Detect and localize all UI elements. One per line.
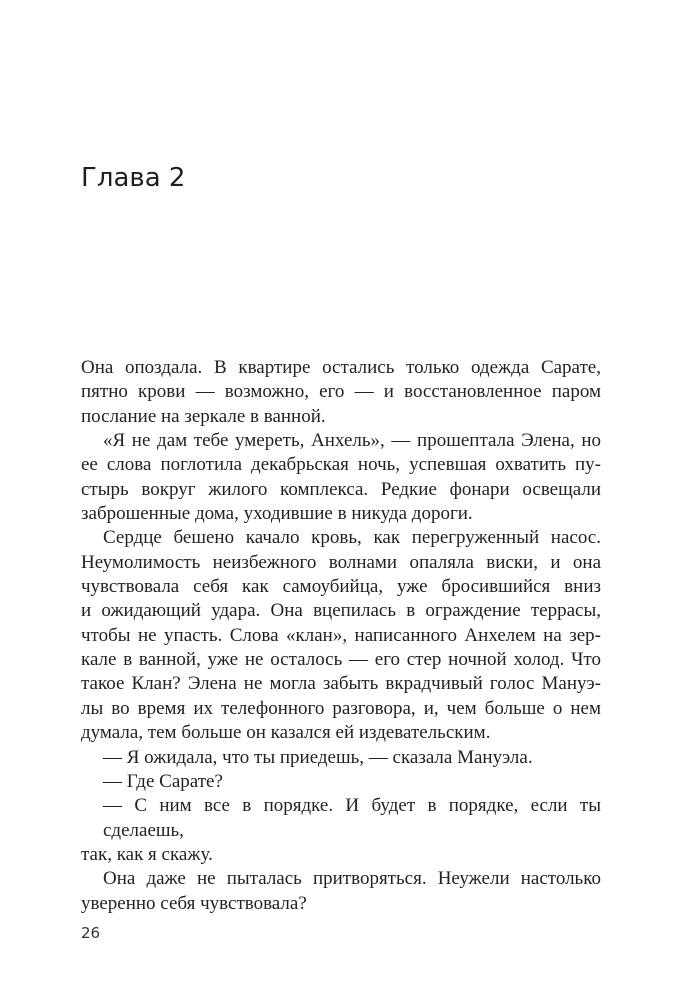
text-line: такое Клан? Элена не могла забыть вкрадчивый голос Мануэ- [81,673,601,695]
text-line: лы во время их телефонного разговора, и, чем больше о нем [81,697,601,719]
text-line: — Где Сарате? [103,770,223,792]
text-line: уверенно себя чувствовала? [81,892,307,914]
chapter-title: Глава 2 [81,163,186,193]
text-line: «Я не дам тебе умереть, Анхель», — прошептала Элена, но [103,430,601,452]
text-line: ее слова поглотила декабрьская ночь, успевшая охватить пу- [81,454,601,476]
text-line: стырь вокруг жилого комплекса. Редкие фонари освещали [81,478,601,500]
text-line: Она опоздала. В квартире остались только одежда Сарате, [81,357,601,378]
text-line: чувствовала себя как самоубийца, уже бросившийся вниз [81,576,601,598]
text-line: чтобы не упасть. Слова «клан», написанного Анхелем на зер- [81,624,601,646]
text-line: заброшенные дома, уходившие в никуда дороги. [81,503,473,525]
text-line: думала, тем больше он казался ей издевательским. [81,722,491,744]
text-line: послание на зеркале в ванной. [81,405,326,427]
page-number: 26 [81,924,101,942]
text-line: — С ним все в порядке. И будет в порядке, если ты сделаешь, [103,795,601,841]
text-line: пятно крови — возможно, его — и восстановленное паром [81,381,601,403]
text-line: кале в ванной, уже не осталось — его стер ночной холод. Что [81,649,601,671]
text-line: Сердце бешено качало кровь, как перегруженный насос. [103,527,601,549]
text-line: так, как я скажу. [81,843,213,865]
chapter-body-text [81,356,601,916]
text-line: и ожидающий удара. Она вцепилась в ограждение террасы, [81,600,601,622]
text-line: — Я ожидала, что ты приедешь, — сказала Мануэла. [103,746,533,768]
text-line: Неумолимость неизбежного волнами опаляла виски, и она [81,551,601,573]
text-line: Она даже не пыталась притворяться. Неужели настолько [103,868,601,890]
